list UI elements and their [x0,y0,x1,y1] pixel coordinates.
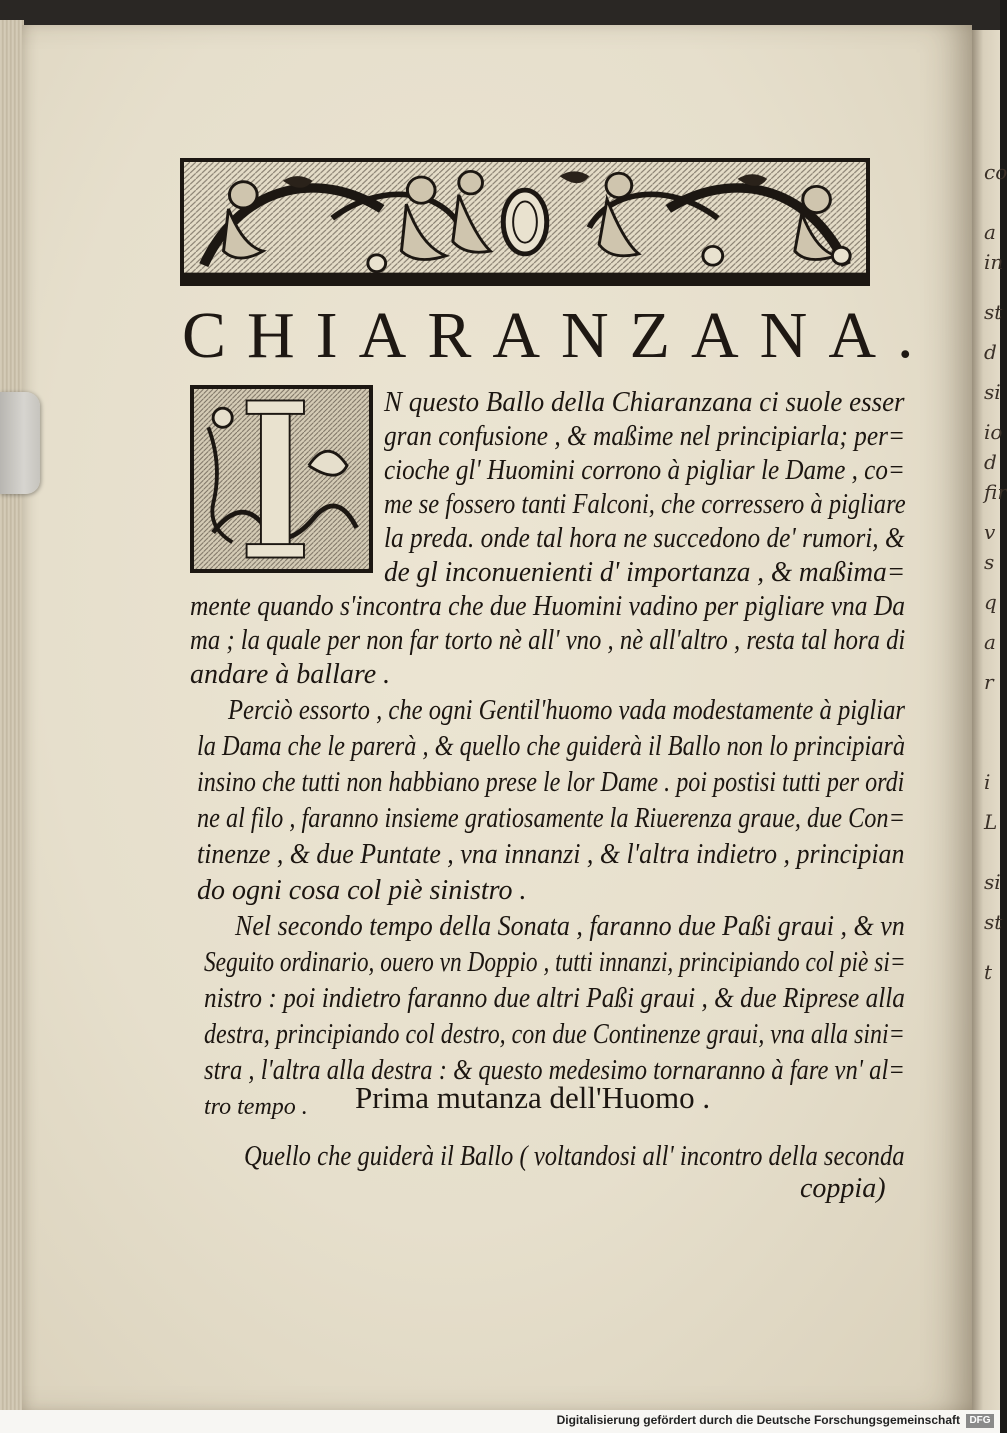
facing-page-fragment: in [984,250,1004,274]
page-edges [0,20,24,1410]
facing-page-fragment: q [984,590,997,614]
text-line: cioche gl' Huomini corrono à pigliar le Dame , co= [384,455,905,486]
text-line: stra , l'altra alla destra : & questo medesimo tornaranno à fare vn' al= [204,1055,905,1086]
text-line: ma ; la quale per non far torto nè all' vno , nè all'altro , resta tal hora di [190,625,906,656]
text-line: do ogni cosa col piè sinistro . [197,875,527,906]
ornamental-headpiece [180,158,870,286]
section-heading: Prima mutanza dell'Huomo . [355,1080,711,1115]
facing-page-fragment: s [984,550,995,574]
facing-page-fragment: r [984,670,994,694]
facing-page-edge [972,30,1007,1410]
text-line: me se fossero tanti Falconi, che corressero à pigliare [384,489,906,520]
facing-page-fragment: L [984,810,998,834]
facing-page-fragment: io [984,420,1003,444]
facing-page-fragment: t [984,960,993,984]
text-line: N questo Ballo della Chiaranzana ci suole esser [384,387,905,418]
text-line: ne al filo , faranno insieme gratiosamente la Riuerenza graue, due Con= [197,803,905,834]
facing-page-fragment: st [984,300,1003,324]
facing-page-fragment: a [984,630,996,654]
decorated-initial [190,385,373,573]
text-line: Seguito ordinario, ouero vn Doppio , tutti innanzi, principiando col piè si= [204,947,906,978]
text-line: de gl inconuenienti d' importanza , & maßima= [384,557,906,588]
facing-page-fragment: d [984,450,997,474]
headpiece-ornament-icon [184,162,866,282]
facing-page-fragment: fir [984,480,1007,504]
facing-page-fragment: v [984,520,996,544]
text-line: Nel secondo tempo della Sonata , faranno due Paßi graui , & vn [235,911,905,942]
facing-page-fragment: st [984,910,1003,934]
text-line: tro tempo . [204,1094,308,1120]
facing-page-fragment: si [984,870,1001,894]
text-line: destra, principiando col destro, con due Continenze graui, vna alla sini= [204,1019,905,1050]
text-line: tinenze , & due Puntate , vna innanzi , & l'altra indietro , principian [197,839,905,870]
facing-page-fragment: si [984,380,1001,404]
text-line: gran confusione , & maßime nel principiarla; per= [384,421,906,452]
facing-page-fragment: d [984,340,997,364]
page-tab-marker [0,392,40,494]
text-line: mente quando s'incontra che due Huomini vadino per pigliare vna Da [190,591,906,622]
text-line: coppia) [800,1173,886,1204]
text-line: andare à ballare . [190,659,391,690]
text-line: la Dama che le parerà , & quello che guiderà il Ballo non lo principiarà [197,731,906,762]
facing-page-fragment: a [984,220,996,244]
text-line: Quello che guiderà il Ballo ( voltandosi all' incontro della seconda [244,1141,905,1172]
dfg-logo: DFG [966,1414,994,1428]
facing-page-fragment: co [984,160,1007,184]
digitization-footer [0,1410,1000,1433]
text-line: la preda. onde tal hora ne succedono de' rumori, & [384,523,905,554]
text-line: Perciò essorto , che ogni Gentil'huomo vada modestamente à pigliar [228,695,905,726]
facing-page-fragment: i [984,770,991,794]
initial-letter-i-icon [194,389,369,569]
text-line: nistro : poi indietro faranno due altri Paßi graui , & due Riprese alla [204,983,905,1014]
page-title: CHIARANZANA. [182,299,935,372]
funding-credit: Digitalisierung gefördert durch die Deutsche Forschungsgemeinschaft [556,1413,960,1427]
text-line: insino che tutti non habbiano prese le lor Dame . poi postisi tutti per ordi [197,767,905,798]
